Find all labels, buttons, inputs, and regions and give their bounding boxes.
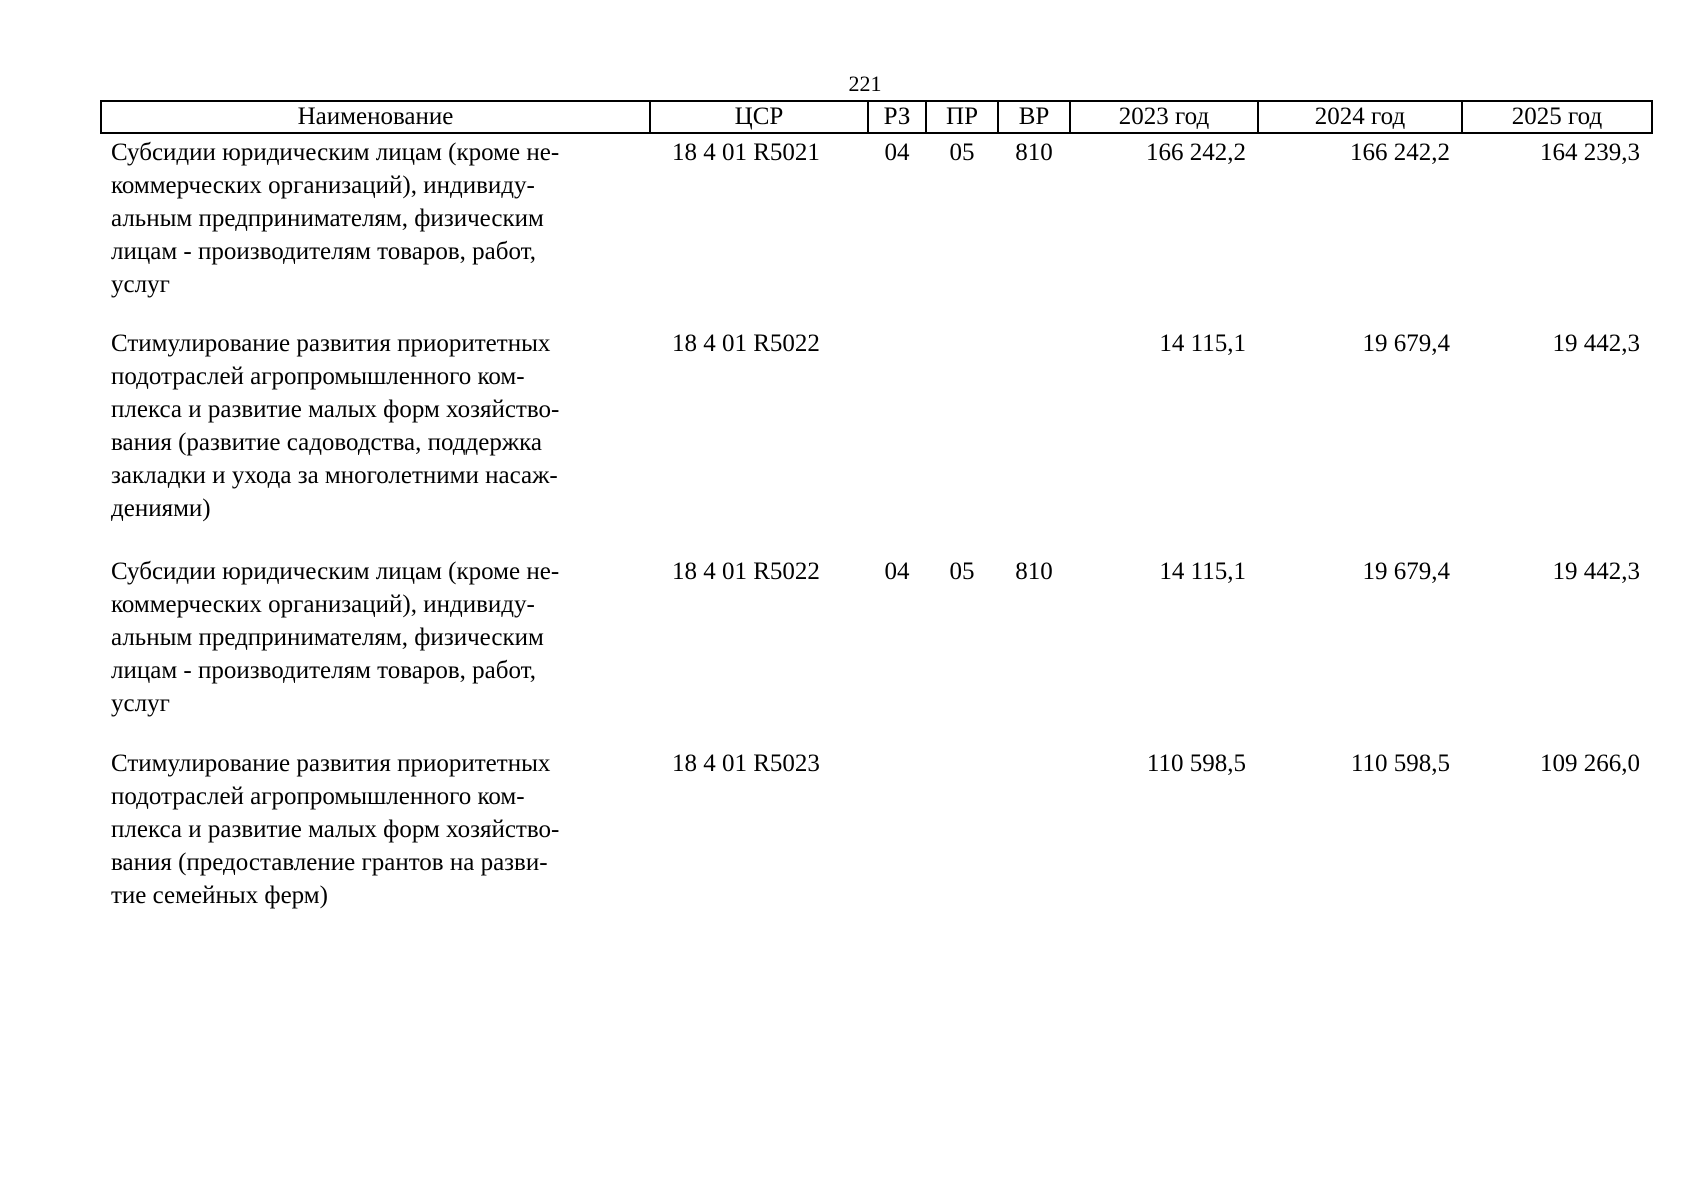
name-line: альным предпринимателям, физическим	[111, 624, 544, 651]
row-value-2025: 19 442,3	[1552, 558, 1640, 585]
row-pr: 05	[949, 139, 975, 166]
name-line: тие семейных ферм)	[111, 882, 328, 909]
row-vr: 810	[1015, 139, 1053, 166]
header-2024: 2024 год	[1258, 101, 1462, 133]
table-header-row	[101, 101, 1652, 133]
header-csr: ЦСР	[650, 101, 868, 133]
name-line: Стимулирование развития приоритетных	[111, 330, 551, 357]
row-value-2025: 109 266,0	[1540, 750, 1640, 777]
row-vr	[998, 325, 1070, 553]
row-value-2023: 14 115,1	[1159, 558, 1246, 585]
header-2025: 2025 год	[1462, 101, 1652, 133]
name-line: Стимулирование развития приоритетных	[111, 750, 551, 777]
name-line: подотраслей агропромышленного ком-	[111, 783, 525, 810]
row-csr: 18 4 01 R5022	[672, 330, 820, 357]
header-rz: РЗ	[868, 101, 926, 133]
name-line: альным предпринимателям, физическим	[111, 205, 544, 232]
row-csr: 18 4 01 R5023	[672, 750, 820, 777]
row-rz	[868, 745, 926, 915]
name-line: Субсидии юридическим лицам (кроме не-	[111, 558, 560, 585]
name-line: вания (предоставление грантов на разви-	[111, 849, 548, 876]
name-line: подотраслей агропромышленного ком-	[111, 363, 525, 390]
row-value-2024: 110 598,5	[1350, 750, 1450, 777]
name-line: лицам - производителям товаров, работ,	[111, 238, 536, 265]
table-row	[101, 133, 1652, 325]
header-2023: 2023 год	[1070, 101, 1258, 133]
budget-table	[100, 100, 1653, 915]
table-body	[101, 133, 1652, 915]
row-value-2024: 166 242,2	[1350, 139, 1450, 166]
name-line: плекса и развитие малых форм хозяйство-	[111, 816, 560, 843]
header-name: Наименование	[101, 101, 650, 133]
row-name-cell	[101, 133, 650, 325]
row-value-2024: 19 679,4	[1362, 558, 1450, 585]
row-rz	[868, 325, 926, 553]
row-pr	[926, 325, 998, 553]
header-vr: ВР	[998, 101, 1070, 133]
row-value-2025: 164 239,3	[1540, 139, 1640, 166]
name-line: вания (развитие садоводства, поддержка	[111, 429, 542, 456]
row-vr: 810	[1015, 558, 1053, 585]
row-value-2023: 14 115,1	[1159, 330, 1246, 357]
page-number: 221	[848, 71, 882, 96]
row-name-cell	[101, 553, 650, 745]
row-csr: 18 4 01 R5021	[672, 139, 820, 166]
row-vr	[998, 745, 1070, 915]
table-row	[101, 325, 1652, 553]
row-csr: 18 4 01 R5022	[672, 558, 820, 585]
table-row	[101, 745, 1652, 915]
name-line: коммерческих организаций), индивиду-	[111, 591, 535, 618]
name-line: Субсидии юридическим лицам (кроме не-	[111, 139, 560, 166]
name-line: закладки и ухода за многолетними насаж-	[111, 462, 558, 489]
row-rz: 04	[884, 139, 910, 166]
row-pr	[926, 745, 998, 915]
row-name-cell	[101, 745, 650, 915]
row-value-2023: 166 242,2	[1146, 139, 1246, 166]
header-pr: ПР	[926, 101, 998, 133]
table-row	[101, 553, 1652, 745]
name-line: дениями)	[111, 495, 211, 522]
row-rz: 04	[884, 558, 910, 585]
row-name-cell	[101, 325, 650, 553]
name-line: лицам - производителям товаров, работ,	[111, 657, 536, 684]
row-value-2023: 110 598,5	[1146, 750, 1246, 777]
row-value-2025: 19 442,3	[1552, 330, 1640, 357]
row-pr: 05	[949, 558, 975, 585]
row-value-2024: 19 679,4	[1362, 330, 1450, 357]
name-line: услуг	[111, 271, 170, 298]
name-line: плекса и развитие малых форм хозяйство-	[111, 396, 560, 423]
name-line: услуг	[111, 690, 170, 717]
name-line: коммерческих организаций), индивиду-	[111, 172, 535, 199]
